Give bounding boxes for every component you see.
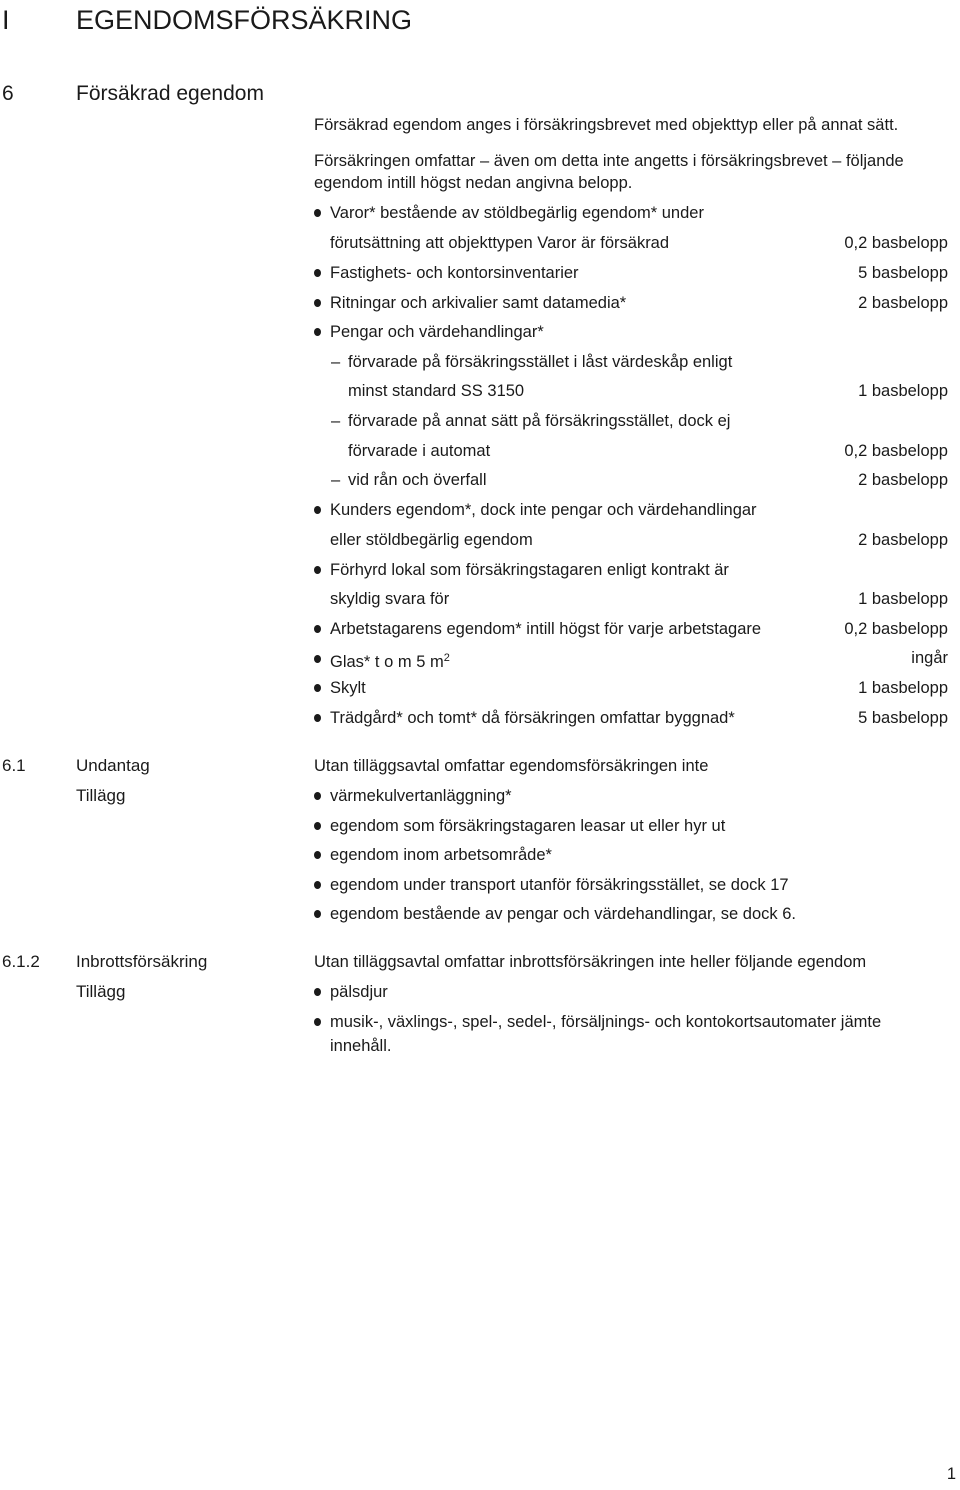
list-item-amount: 2 basbelopp [858,471,948,489]
list-bullet [314,566,321,574]
list-item: Arbetstagarens egendom* intill högst för varje arbetstagare [330,620,762,638]
list-bullet [314,328,321,336]
list-item: Varor* bestående av stöldbegärlig egendom* under [330,204,704,222]
list-item-continuation: skyldig svara för [330,590,450,608]
list-bullet [314,655,321,663]
list-bullet [314,714,321,722]
section-6-number: 6 [2,82,14,105]
list-item: Fastighets- och kontorsinventarier [330,264,579,282]
list-item-continuation: innehåll. [330,1037,392,1055]
list-item-amount: 0,2 basbelopp [844,442,948,460]
section-6-intro-2a: Försäkringen omfattar – även om detta inte angetts i försäkringsbrevet – följande [314,152,904,170]
section-6-1-title: Undantag [76,756,150,775]
list-item: värmekulvertanläggning* [330,787,512,805]
list-item: Trädgård* och tomt* då försäkringen omfattar byggnad* [330,709,735,727]
list-item-amount: 0,2 basbelopp [844,620,948,638]
list-item: Pengar och värdehandlingar* [330,323,544,341]
list-bullet [314,792,321,800]
list-item: Förhyrd lokal som försäkringstagaren enligt kontrakt är [330,561,729,579]
list-bullet [314,506,321,514]
list-item: Kunders egendom*, dock inte pengar och värdehandlingar [330,501,757,519]
chapter-title: EGENDOMSFÖRSÄKRING [76,5,413,35]
list-item-amount: 5 basbelopp [858,709,948,727]
section-6-1-2-title: Inbrottsförsäkring [76,952,208,971]
list-item-amount: 1 basbelopp [858,382,948,400]
list-item: egendom bestående av pengar och värdehandlingar, se dock 6. [330,905,797,923]
section-6-1-number: 6.1 [2,756,26,775]
list-bullet [314,209,321,217]
list-item-text: Glas* t o m 5 m [330,653,444,671]
list-bullet [314,910,321,918]
list-bullet [314,822,321,830]
section-6-1-2-number: 6.1.2 [2,952,40,971]
section-6-1-intro: Utan tilläggsavtal omfattar egendomsförsäkringen inte [314,757,709,775]
sub-list-item: förvarade på försäkringsstället i låst värdeskåp enligt [348,353,733,371]
section-6-intro-1: Försäkrad egendom anges i försäkringsbrevet med objekttyp eller på annat sätt. [314,116,899,134]
list-bullet [314,269,321,277]
list-bullet [314,881,321,889]
list-item-amount: 1 basbelopp [858,590,948,608]
list-bullet [314,625,321,633]
list-item-amount: 2 basbelopp [858,531,948,549]
list-bullet [314,851,321,859]
list-item: egendom inom arbetsområde* [330,846,552,864]
list-bullet [314,684,321,692]
list-bullet [314,1018,321,1026]
list-item-amount: ingår [911,649,948,667]
list-item-continuation: eller stöldbegärlig egendom [330,531,533,549]
list-dash: – [331,471,341,489]
list-item [330,648,450,672]
section-6-intro-2b: egendom intill högst nedan angivna belopp. [314,174,633,192]
sub-list-item-continuation: minst standard SS 3150 [348,382,525,400]
list-item-continuation: förutsättning att objekttypen Varor är försäkrad [330,234,670,252]
list-item: pälsdjur [330,983,388,1001]
sub-list-item: vid rån och överfall [348,471,487,489]
sub-list-item: förvarade på annat sätt på försäkringsstället, dock ej [348,412,731,430]
page-number: 1 [946,1465,956,1483]
superscript: 2 [443,652,450,664]
section-6-title: Försäkrad egendom [76,82,264,105]
sub-list-item-continuation: förvarade i automat [348,442,491,460]
list-item-amount: 0,2 basbelopp [844,234,948,252]
section-6-1-2-subtitle: Tillägg [76,982,126,1001]
list-dash: – [331,412,341,430]
chapter-number: I [2,5,10,35]
list-item: Skylt [330,679,366,697]
list-item: egendom under transport utanför försäkringsstället, se dock 17 [330,876,789,894]
list-bullet [314,299,321,307]
list-item: musik-, växlings-, spel-, sedel-, försäljnings- och kontokortsautomater jämte [330,1013,882,1031]
list-item-amount: 5 basbelopp [858,264,948,282]
list-bullet [314,988,321,996]
list-dash: – [331,353,341,371]
list-item: Ritningar och arkivalier samt datamedia* [330,294,627,312]
list-item-amount: 2 basbelopp [858,294,948,312]
section-6-1-2-intro: Utan tilläggsavtal omfattar inbrottsförsäkringen inte heller följande egendom [314,953,867,971]
list-item-amount: 1 basbelopp [858,679,948,697]
section-6-1-subtitle: Tillägg [76,786,126,805]
list-item: egendom som försäkringstagaren leasar ut eller hyr ut [330,817,726,835]
